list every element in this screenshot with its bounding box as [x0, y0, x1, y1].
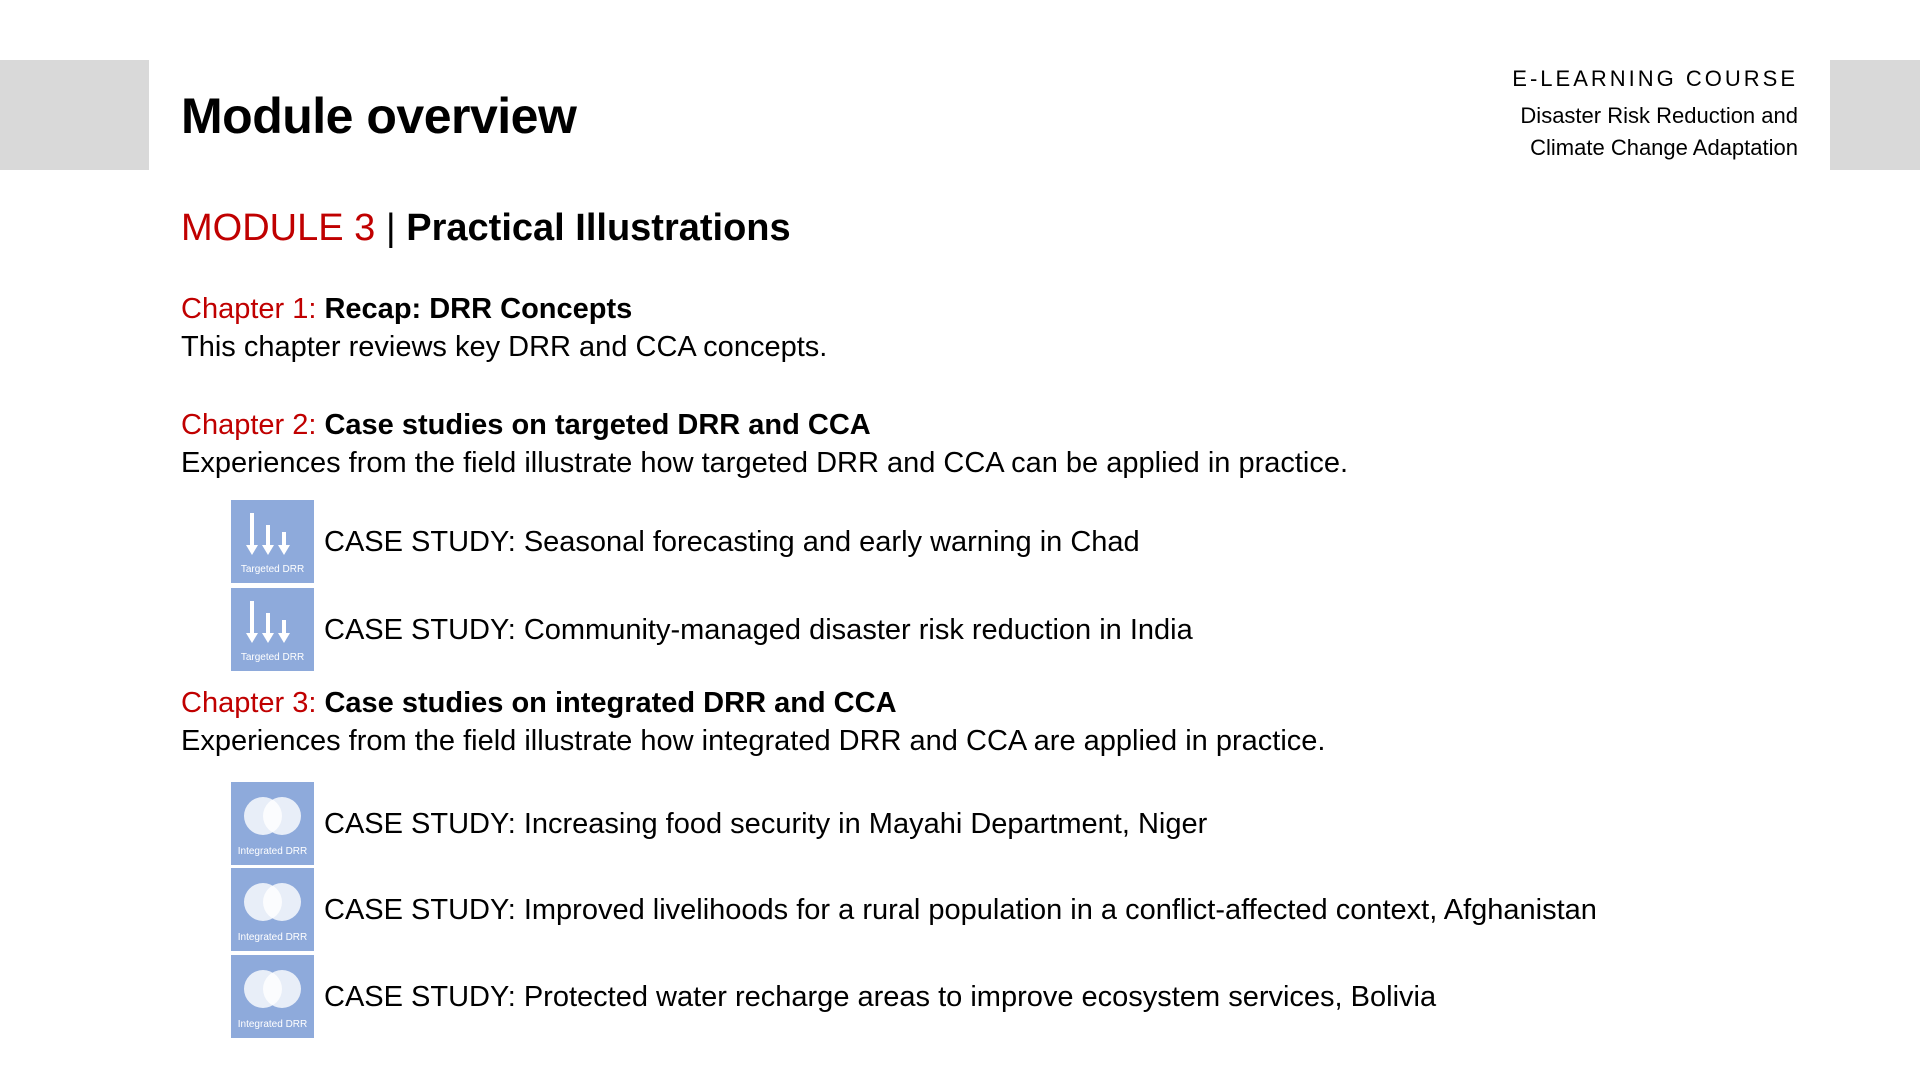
page-title: Module overview: [181, 88, 577, 144]
case-study-text: CASE STUDY: Protected water recharge areas to improve ecosystem services, Bolivia: [324, 980, 1437, 1013]
case-study-item[interactable]: [231, 500, 1140, 583]
course-title: [1512, 100, 1798, 164]
badge-label: Integrated DRR: [237, 1019, 308, 1030]
chapter-title: Case studies on integrated DRR and CCA: [324, 687, 897, 719]
chapter-label: Chapter 3:: [181, 687, 317, 719]
case-study-text: CASE STUDY: Increasing food security in Mayahi Department, Niger: [324, 807, 1208, 840]
module-title: Practical Illustrations: [406, 207, 791, 249]
course-eyebrow: E-LEARNING COURSE: [1512, 66, 1798, 91]
chapter-heading: [181, 684, 1325, 722]
chapter-title: Case studies on targeted DRR and CCA: [324, 409, 871, 441]
integrated-drr-badge: [231, 868, 314, 951]
chapter-label: Chapter 2:: [181, 409, 317, 441]
chapter-description: This chapter reviews key DRR and CCA concepts.: [181, 331, 828, 363]
case-study-item[interactable]: [231, 868, 1597, 951]
case-study-text: CASE STUDY: Improved livelihoods for a rural population in a conflict-affected context, Afghanistan: [324, 893, 1597, 926]
chapter-2: [181, 406, 1348, 482]
module-label: MODULE 3: [181, 207, 376, 249]
badge-label: Targeted DRR: [240, 564, 305, 575]
case-study-item[interactable]: [231, 588, 1193, 671]
chapter-heading: [181, 290, 827, 328]
module-heading: [181, 205, 791, 251]
chapter-title: Recap: DRR Concepts: [324, 293, 633, 325]
integrated-drr-badge: [231, 955, 314, 1038]
chapter-heading: [181, 406, 1348, 444]
case-study-item[interactable]: [231, 955, 1436, 1038]
case-study-text: CASE STUDY: Seasonal forecasting and early warning in Chad: [324, 525, 1140, 558]
right-gray-block: [1830, 60, 1920, 170]
case-study-text: CASE STUDY: Community-managed disaster risk reduction in India: [324, 613, 1193, 646]
course-title-line1: Disaster Risk Reduction and: [1520, 103, 1798, 128]
badge-label: Integrated DRR: [237, 846, 308, 857]
module-separator: |: [385, 207, 396, 249]
chapter-description: Experiences from the field illustrate how integrated DRR and CCA are applied in practice.: [181, 725, 1326, 757]
targeted-drr-badge: [231, 588, 314, 671]
badge-label: Integrated DRR: [237, 932, 308, 943]
chapter-1: [181, 290, 827, 366]
integrated-drr-badge: [231, 782, 314, 865]
targeted-drr-badge: [231, 500, 314, 583]
chapter-label: Chapter 1:: [181, 293, 317, 325]
case-study-item[interactable]: [231, 782, 1207, 865]
course-title-line2: Climate Change Adaptation: [1530, 135, 1798, 160]
badge-label: Targeted DRR: [240, 652, 305, 663]
chapter-3: [181, 684, 1325, 760]
course-info: [1512, 64, 1798, 164]
left-gray-block: [0, 60, 149, 170]
chapter-description: Experiences from the field illustrate how targeted DRR and CCA can be applied in practice.: [181, 447, 1349, 479]
